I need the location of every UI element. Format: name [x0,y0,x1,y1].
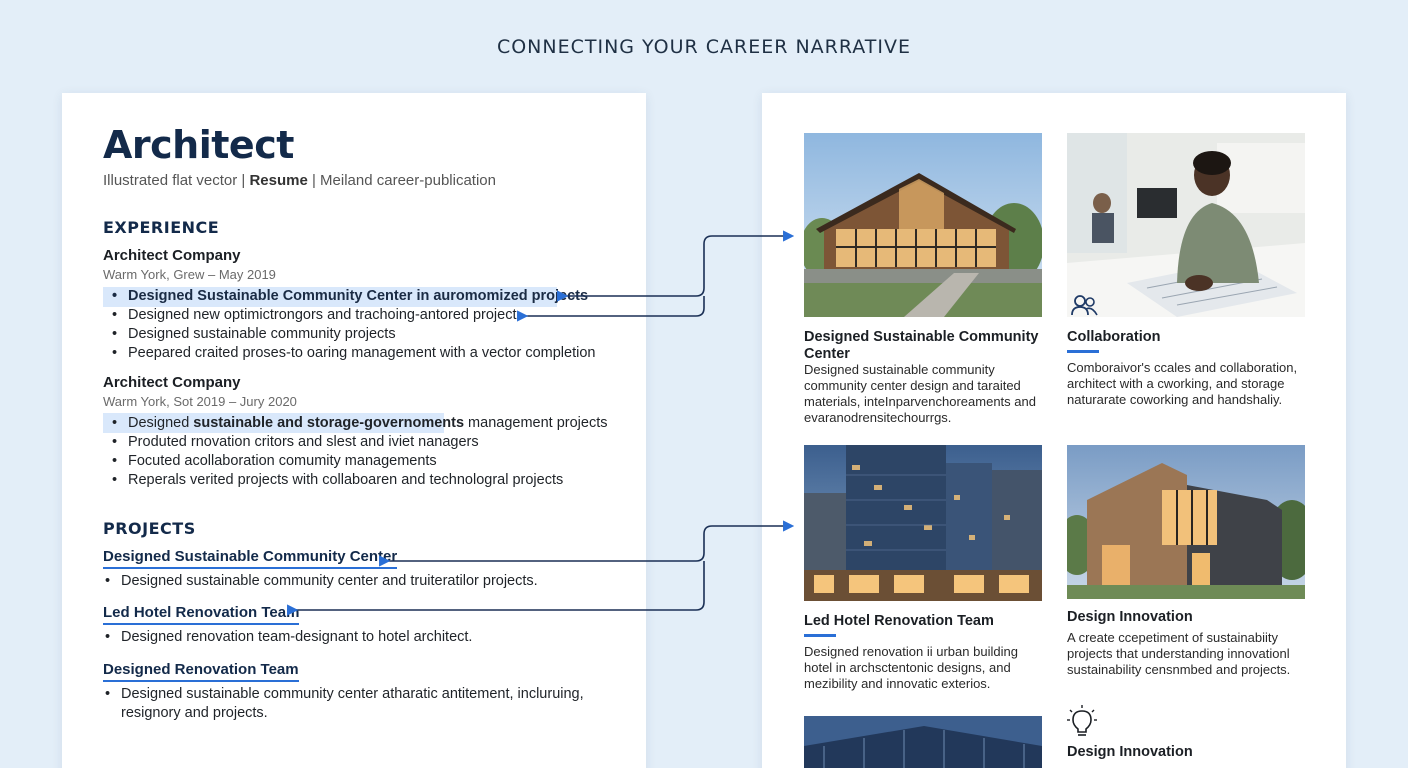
project-3-title[interactable]: Designed Renovation Team [103,661,299,682]
project-3-bullet: • Designed sustainable community center atharatic antitement, incluruing, [121,686,584,702]
job-2-company: Architect Company [103,374,241,391]
connector-4 [296,561,704,610]
job-2-dates: Warm York, Sot 2019 – Jury 2020 [103,394,297,409]
card-4-title: Design Innovation [1067,609,1193,625]
connector-1 [566,236,792,296]
connector-3 [388,526,792,561]
job-1-bullet-1: • Designed Sustainable Community Center in auromomized projects [128,288,588,304]
project-2-bullet: • Designed renovation team-designant to hotel architect. [121,629,472,645]
job-1-bullet-3: • Designed sustainable community projects [128,326,396,342]
job-2-bullet-1-b: sustainable and storage-governoments [193,415,465,431]
job-2-bullet-1-c: management projects [464,415,608,431]
project-1-bullet: • Designed sustainable community center and truiteratilor projects. [121,573,538,589]
project-2-title[interactable]: Led Hotel Renovation Team [103,604,299,625]
subtitle-part-b: Resume [249,172,308,189]
job-2-bullet-1-a: Designed [128,415,194,431]
subtitle-part-c: | Meiland career-publication [307,172,496,189]
resume-name: Architect [103,123,294,167]
card-3-title: Led Hotel Renovation Team [804,613,994,629]
job-1-bullet-2: • Designed new optimictrongors and trachoing-antored project [128,307,517,323]
job-1-dates: Warm York, Grew – May 2019 [103,267,276,282]
projects-heading: PROJECTS [103,519,196,538]
page-title: CONNECTING YOUR CAREER NARRATIVE [496,36,912,58]
card-1-title: Designed Sustainable Community Center [804,329,1039,362]
connector-2 [526,296,704,316]
card-1-text: Designed sustainable community community center design and taraited materials, inteInparvenchoreaments and evaranodrensitechourrgs. [804,362,1036,425]
subtitle-part-a: Illustrated flat vector | [103,172,250,189]
experience-heading: EXPERIENCE [103,218,220,237]
card-2-text: Comboraivor's ccales and collaboration, architect with a cworking, and storage naturarate coworking and handshaliy. [1067,360,1298,407]
card-2-title: Collaboration [1067,329,1161,345]
card-5-title: Design Innovation [1067,744,1193,760]
card-4-text: A create ccepetiment of sustainabiity projects that understanding innovationl sustainability censnmbed and projects. [1067,630,1291,677]
job-2-bullet-4: • Reperals verited projects with collaboaren and technologral projects [128,472,563,488]
job-1-bullet-4: • Peepared craited proses-to oaring management with a vector completion [128,345,595,361]
card-3-text: Designed renovation ii urban building hotel in archsctentonic designs, and mezibility and innovatic exterios. [804,644,1018,691]
project-1-title[interactable]: Designed Sustainable Community Center [103,548,397,569]
job-1-company: Architect Company [103,247,241,264]
job-2-bullet-2: • Produted rnovation critors and slest and iviet nanagers [128,434,479,450]
project-3-bullet-cont: resignory and projects. [121,705,268,721]
job-2-bullet-3: • Focuted acollaboration comumity managements [128,453,437,469]
